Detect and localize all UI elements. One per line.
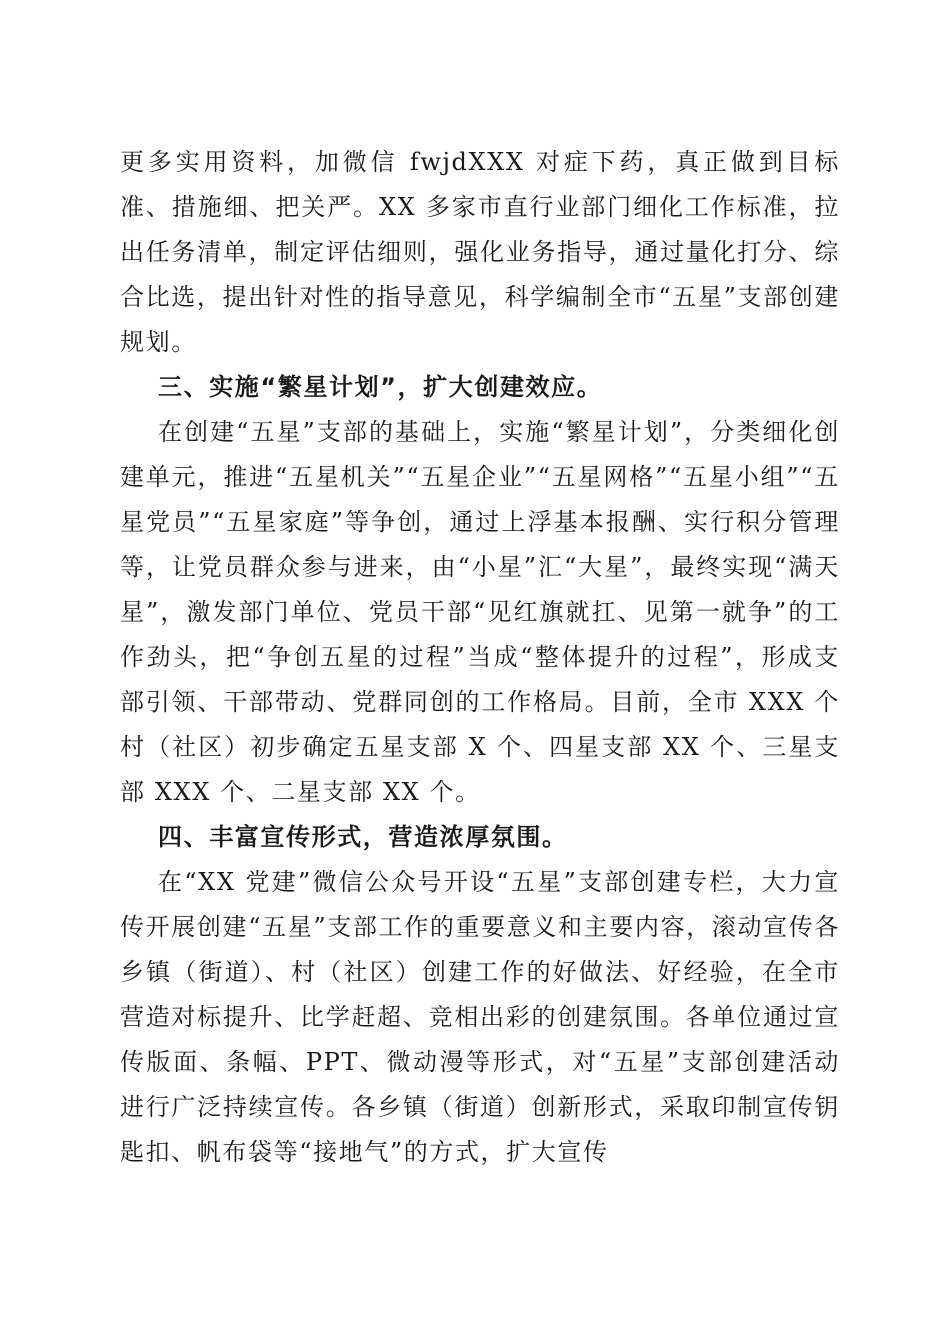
document-body xyxy=(120,140,840,1175)
section-heading-four: 四、丰富宣传形式，营造浓厚氛围。 xyxy=(158,823,568,851)
body-paragraph: 在“XX 党建”微信公众号开设“五星”支部创建专栏，大力宣传开展创建“五星”支部工作的重要意义和主要内容，滚动宣传各乡镇（街道）、村（社区）创建工作的好做法、好经验，在全市营造对标提升、比学赶超、竞相出彩的创建氛围。各单位通过宣传版面、条幅、PPT、微动漫等形式，对“五星”支部创建活动进行广泛持续宣传。各乡镇（街道）创新形式，采取印制宣传钥匙扣、帆布袋等“接地气”的方式，扩大宣传 xyxy=(120,868,840,1166)
body-paragraph: 更多实用资料，加微信 fwjdXXX 对症下药，真正做到目标准、措施细、把关严。XX 多家市直行业部门细化工作标准，拉出任务清单，制定评估细则，强化业务指导，通过量化打分、综合比选，提出针对性的指导意见，科学编制全市“五星”支部创建规划。 xyxy=(120,148,840,356)
section-heading-three: 三、实施“繁星计划”，扩大创建效应。 xyxy=(158,373,603,401)
body-paragraph: 在创建“五星”支部的基础上，实施“繁星计划”，分类细化创建单元，推进“五星机关”“五星企业”“五星网格”“五星小组”“五星党员”“五星家庭”等争创，通过上浮基本报酬、实行积分管理等，让党员群众参与进来，由“小星”汇“大星”，最终实现“满天星”，激发部门单位、党员干部“见红旗就扛、见第一就争”的工作劲头，把“争创五星的过程”当成“整体提升的过程”，形成支部引领、干部带动、党群同创的工作格局。目前，全市 XXX 个村（社区）初步确定五星支部 X 个、四星支部 XX 个、三星支部 XXX 个、二星支部 XX 个。 xyxy=(120,418,840,806)
